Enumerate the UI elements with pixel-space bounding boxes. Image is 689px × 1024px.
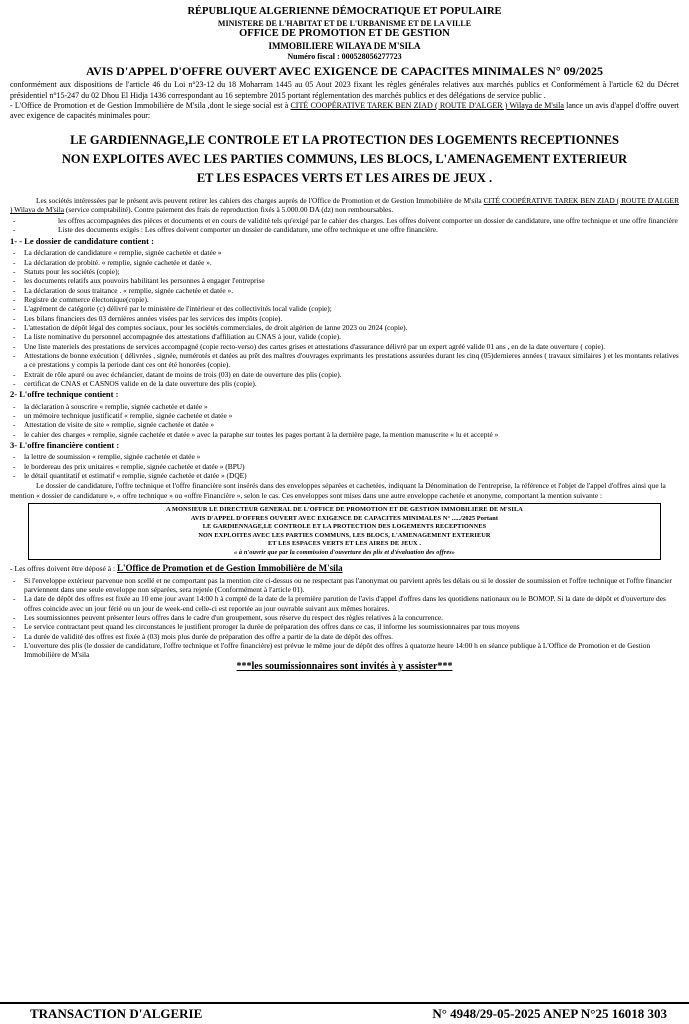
list-item: - un mémoire technique justificatif « remplie, signée cachetée et datée » — [10, 411, 679, 420]
envelope-line-2: AVIS D'APPEL D'OFFRES OUVERT AVEC EXIGENCE DE CAPACITES MINIMALES N° ...../2025 Portant — [190, 514, 499, 522]
list-item: - L'attestation de dépôt légal des comptes sociaux, pour les sociétés commerciales, de droit algérien de lanne 2023 ou 2024 (copie). — [10, 323, 679, 332]
notice-title: AVIS D'APPEL D'OFFRE OUVERT AVEC EXIGENCE DE CAPACITES MINIMALES N° 09/2025 — [86, 64, 603, 79]
conditions-list — [10, 576, 679, 660]
spec-text-b: (service comptabilité). Contre paiement des frais de reproduction fixés à 5.000.00 DA (dz) non remboursables. — [64, 205, 394, 215]
list-item: - certificat de CNAS et CASNOS valide en de la date ouverture des plis (copie). — [10, 379, 679, 388]
envelope-instructions: Le dossier de candidature, l'offre technique et l'offre financière sont insérés dans des enveloppes séparées et cachetées, indiquant la Dénomination de l'entreprise, la référence et l'objet de l'appel d'offres ainsi que la mention « dossier de candidature », « offre technique » ou «offre Financière », selon le cas. Ces enveloppes sont mises dans une autre enveloppe cachetée et anonyme, comportant la mention suivante : — [10, 481, 666, 500]
official-header — [10, 6, 679, 61]
list-item: - Attestation de visite de site « remplie, signée cachetée et datée » — [10, 420, 679, 429]
announcement-text-b: lance un avis d'appel d'offre ouvert avec exigence de capacités minimales pour: — [10, 100, 680, 121]
list-item: - Si l'enveloppe extérieur parvenue non scellé et ne comportant pas la mention cite ci-dessus ou ne respectant pas l'anonymat ou parvient après les délais ou si le dossier de soumission et l'offre technique et l'offre financier parviennent dans une seule enveloppe non séparées, sera rejetée (Conformément à l'article 01). — [10, 576, 679, 595]
republic-line: RÉPUBLIQUE ALGERIENNE DÉMOCRATIQUE ET POPULAIRE — [187, 6, 502, 17]
list-item: - Statuts pour les sociétés (copie); — [10, 267, 679, 276]
list-item: - le bordereau des prix unitaires « remplie, signée cachetée et datée » (BPU) — [10, 462, 679, 471]
envelope-line-1: A MONSIEUR LE DIRECTEUR GENERAL DE L'OFFICE DE PROMOTION ET DE GESTION IMMOBILIERE DE M'SILA — [166, 506, 523, 514]
deposit-prefix: Les offres doivent être déposé à : — [14, 564, 117, 574]
deposit-location: - Les offres doivent être déposé à : L'Office de Promotion et de Gestion Immobilière de M'sila — [10, 563, 343, 574]
list-item: - La durée de validité des offres est fixée à (03) mois plus durée de préparation des offre a partir de la date de dépôt des offres. — [10, 632, 679, 641]
publication-footer — [0, 1002, 689, 1024]
list-item: - La déclaration de sous traitance . « remplie, signée cachetée et datée ». — [10, 286, 679, 295]
office-line: OFFICE DE PROMOTION ET DE GESTION — [239, 28, 450, 40]
spec-address: CITÉ COOPÉRATIVE TAREK BEN ZIAD ( ROUTE D'ALGER ) Wilaya de M'sila — [10, 195, 680, 215]
subject-line-1: LE GARDIENNAGE,LE CONTROLE ET LA PROTECTION DES LOGEMENTS RECEPTIONNES — [70, 132, 619, 147]
list-item: - Attestations de bonne exécution ( délivrées , signée, numérotés et datées au prêt des maîtres d'ouvrages exprimants les prestations assurées durant les cinq (05)dernieres années ( travaux similaires ) et les montants relatives a ce prestations y compis la periode dant ces ont été honorées (copie). — [10, 351, 679, 370]
list-item: - les offres accompagnées des pièces et documents et en cours de validité tels qu'exigé par le cahier des charges. Les offres doivent comporter un dossier de candidature, une offre technique et une offre financière — [10, 216, 679, 225]
legal-basis-paragraph: conformément aux dispositions de l'article 46 du Loi n°23-12 du 18 Moharram 1445 au 05 Aout 2023 fixant les règles générales relatives aux marchés publics et Conformément à l'article 62 du Décret présidentiel n°15-247 du 02 Dhou El Hidja 1436 correspondant au 16 septembre 2015 portant réglementation des marchés publics et des délégations de service public . — [10, 80, 679, 100]
section-3-title: 3- L'offre financière contient : — [10, 439, 120, 450]
list-item: - la lettre de soumission « remplie, signée cachetée et datée » — [10, 452, 679, 461]
list-item: - les documents relatifs aux pouvoirs habilitant les personnes à engager l'entreprise — [10, 276, 679, 285]
specifications-paragraph — [10, 196, 679, 215]
list-item: - La date de dépôt des offres est fixée au 10 eme jour avant 14:00 h à compté de la date de la première parution de l'avis d'appel d'offres dans les quotidiens nationaux ou le BOMOP. Si la date de dépôt et d'ouverture des offres coincide avec un jour férié ou un jour de week-end celle-ci est reportée au jour ouvrable suivant aux mêmes horaires. — [10, 594, 679, 613]
list-item: - La déclaration de candidature « remplie, signée cachetée et datée » — [10, 248, 679, 257]
announcement-text-a: - L'Office de Promotion et de Gestion Immobilière de M'sila ,dont le siege social est à — [10, 100, 291, 110]
subject-line-2: NON EXPLOITES AVEC LES PARTIES COMMUNS, LES BLOCS, L'AMENAGEMENT EXTERIEUR — [61, 152, 628, 167]
subject-line-3: ET LES ESPACES VERTS ET LES AIRES DE JEUX . — [196, 171, 493, 186]
list-item: - Le service contractant peut quand les circonstances le justifient proroger la durée de préparation des offres dans ce cas, il informe les soumissionnaires par tous moyens — [10, 622, 679, 631]
list-item: - Les soumissionnes peuvent présenter leurs offres dans le cadre d'un groupement, sous réserve du respect des règles relatives à la concurrence. — [10, 613, 679, 622]
wilaya-line: IMMOBILIERE WILAYA DE M'SILA — [268, 40, 421, 51]
list-item: - le cahier des charges « remplie, signée cachetée et datée » avec la paraphe sur toutes les pages portant à la dernière page, la mention manuscrite « lu et accepté » — [10, 430, 679, 439]
section-3-list — [10, 452, 679, 480]
newspaper-name: TRANSACTION D'ALGERIE — [30, 1006, 203, 1021]
tender-subject — [10, 131, 679, 189]
section-1-list — [10, 248, 679, 388]
envelope-line-5: ET LES ESPACES VERTS ET LES AIRES DE JEUX . — [267, 540, 422, 548]
office-address: CITÉ COOPÉRATIVE TAREK BEN ZIAD ( ROUTE D'ALGER ) Wilaya de M'sila — [290, 100, 564, 110]
office-announcement — [10, 101, 679, 122]
publication-reference: N° 4948/29-05-2025 ANEP N°25 16018 303 — [432, 1006, 667, 1021]
envelope-line-6: « à n'ouvrir que par la commission d'ouverture des plis et d'évaluation des offres» — [233, 548, 456, 556]
section-2-list — [10, 402, 679, 439]
invitation-line: ***les soumissionnaires sont invités à y assister*** — [236, 660, 453, 672]
lead-requirements-list — [10, 216, 679, 235]
section-1-title: 1- - Le dossier de candidature contient : — [10, 235, 154, 246]
list-item: - Registre de commerce électonique(copie). — [10, 295, 679, 304]
list-item: - Les bilans financiers des 03 dernières années visées par les services des impôts (copie). — [10, 314, 679, 323]
list-item: - La liste nominative du personnel accompagnée des attestations d'affiliation au CNAS à jour, valide (copie). — [10, 332, 679, 341]
ministry-line: MINISTERE DE L'HABITAT ET DE L'URBANISME ET DE LA VILLE — [217, 18, 472, 28]
list-item: - L'agrément de catégorie (c) délivré par le ministère de l'intérieur et des collectivités local valide (copie); — [10, 304, 679, 313]
list-item: - la déclaration à souscrire « remplie, signée cachetée et datée » — [10, 402, 679, 411]
spec-text-a: Les sociétés intéressées par le présent avis peuvent retirer les cahiers des charges auprès de l'Office de Promotion et de Gestion Immobilière de M'sila — [36, 195, 484, 205]
list-item: - Extrait de rôle apuré ou avec échéancier, datant de moins de trois (03) en date de ouverture des plis (copie). — [10, 370, 679, 379]
fiscal-number: Numéro fiscal : 000528056277723 — [287, 51, 402, 61]
section-2-title: 2- L'offre technique contient : — [10, 389, 119, 400]
list-item: - L'ouverture des plis (le dossier de candidature, l'offre technique et l'offre financière) est prévue le même jour de dépôt des offres à quatorze heure 14:00 h en séance publique à L'Office de Promotion et de Gestion Immobilière de M'sila — [10, 641, 679, 660]
envelope-line-4: NON EXPLOITES AVEC LES PARTIES COMMUNS, LES BLOCS, L'AMENAGEMENT EXTERIEUR — [198, 531, 491, 539]
envelope-mention-box — [28, 503, 661, 560]
envelope-line-3: LE GARDIENNAGE,LE CONTROLE ET LA PROTECTION DES LOGEMENTS RECEPTIONNES — [202, 523, 487, 531]
list-item: - Une liste materiels des prestations de services accompagné (copie recto-verso) des cartes grises et attestations d'assurance délivré par un expert agréé valide 01 ans , en de la date ouverture ( copie). — [10, 342, 679, 351]
list-item: - le détail quantitatif et estimatif « remplie, signée cachetée et datée » (DQE) — [10, 471, 679, 480]
list-item: - La déclaration de probité. « remplie, signée cachetée et datée ». — [10, 258, 679, 267]
list-item: - Liste des documents exigés : Les offres doivent comporter un dossier de candidature, une offre technique et une offre financière. — [10, 225, 679, 234]
deposit-place: L'Office de Promotion et de Gestion Immobilière de M'sila — [117, 563, 343, 574]
